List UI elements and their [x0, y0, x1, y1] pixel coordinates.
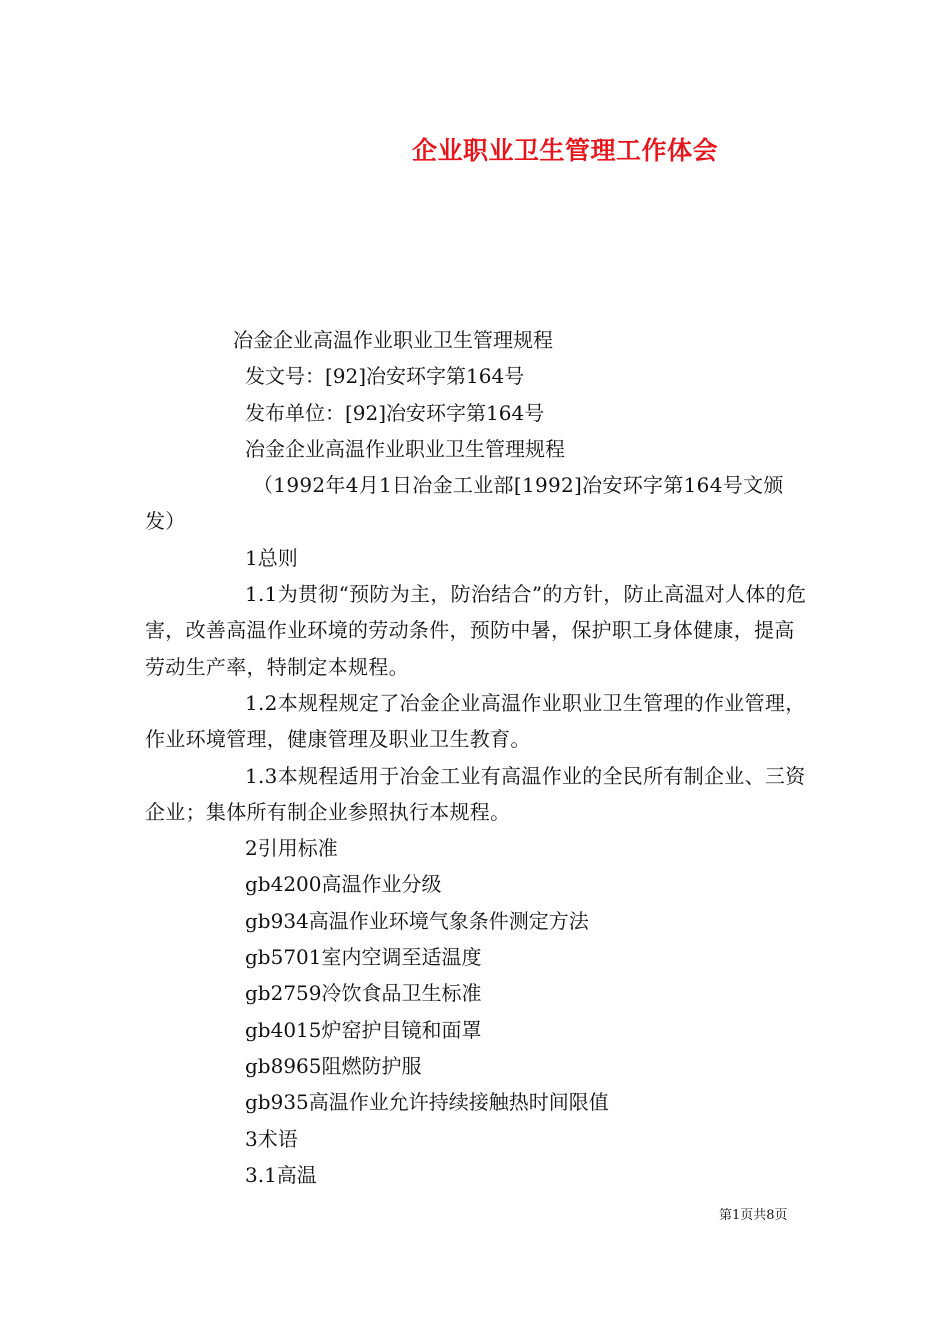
document-body	[145, 322, 810, 1193]
regulation-name: 冶金企业高温作业职业卫生管理规程	[245, 436, 565, 461]
standard-item: gb934高温作业环境气象条件测定方法	[245, 908, 589, 933]
paragraph: 1.3本规程适用于冶金工业有高温作业的全民所有制企业、三资企业；集体所有制企业参照执行本规程。	[145, 763, 806, 824]
subsection-heading: 3.1高温	[245, 1162, 317, 1187]
regulation-heading: 冶金企业高温作业职业卫生管理规程	[233, 328, 553, 352]
standard-item: gb2759冷饮食品卫生标准	[245, 981, 482, 1006]
standard-item: gb8965阻燃防护服	[245, 1053, 422, 1078]
paragraph: 1.2本规程规定了冶金企业高温作业职业卫生管理的作业管理，作业环境管理，健康管理及职业卫生教育。	[145, 690, 806, 752]
document-title: 企业职业卫生管理工作体会	[412, 136, 719, 165]
issuing-unit: 发布单位：[92]冶安环字第164号	[245, 400, 545, 425]
section-heading: 1总则	[245, 545, 298, 570]
standard-item: gb5701室内空调至适温度	[245, 945, 482, 970]
section-heading: 3术语	[245, 1126, 298, 1151]
section-heading: 2引用标准	[245, 836, 338, 861]
paragraph: 1.1为贯彻“预防为主，防治结合”的方针，防止高温对人体的危害，改善高温作业环境的劳动条件，预防中暑，保护职工身体健康，提高劳动生产率，特制定本规程。	[145, 582, 807, 679]
issue-note: （1992年4月1日冶金工业部[1992]冶安环字第164号文颁发）	[145, 473, 784, 534]
standard-item: gb4200高温作业分级	[245, 872, 442, 897]
page-number: 第1页共8页	[719, 1208, 788, 1223]
document-number: 发文号：[92]冶安环字第164号	[245, 364, 525, 389]
standard-item: gb4015炉窑护目镜和面罩	[245, 1017, 482, 1042]
standard-item: gb935高温作业允许持续接触热时间限值	[245, 1090, 609, 1115]
